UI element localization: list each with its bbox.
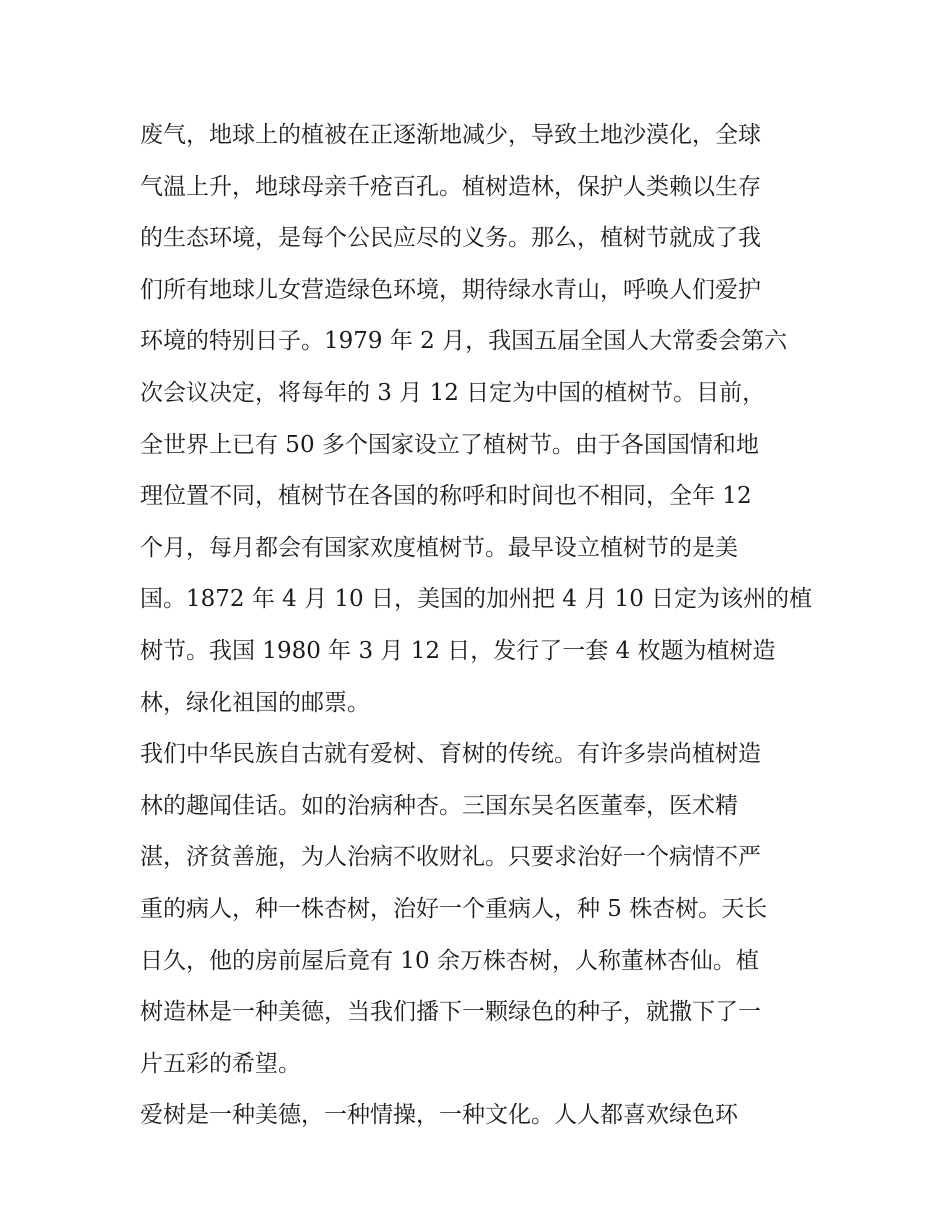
text-line: 片五彩的希望。 [140, 1050, 301, 1077]
text-line: 日久，他的房前屋后竟有 10 余万株杏树，人称董林杏仙。植 [140, 947, 759, 974]
text-line: 气温上升，地球母亲千疮百孔。植树造林，保护人类赖以生存 [140, 173, 761, 200]
text-line: 树节。我国 1980 年 3 月 12 日，发行了一套 4 枚题为植树造 [140, 637, 776, 664]
text-line: 重的病人，种一株杏树，治好一个重病人，种 5 株杏树。天长 [140, 895, 768, 922]
text-line: 次会议决定，将每年的 3 月 12 日定为中国的植树节。目前， [140, 379, 766, 406]
text-line: 爱树是一种美德，一种情操，一种文化。人人都喜欢绿色环 [140, 1102, 738, 1129]
text-line: 废气，地球上的植被在正逐渐地减少，导致土地沙漠化，全球 [140, 122, 761, 148]
text-line: 理位置不同，植树节在各国的称呼和时间也不相同，全年 12 [140, 483, 752, 510]
text-line: 湛，济贫善施，为人治病不收财礼。只要求治好一个病情不严 [140, 844, 761, 871]
text-line: 们所有地球儿女营造绿色环境，期待绿水青山，呼唤人们爱护 [140, 276, 761, 303]
text-line: 环境的特别日子。1979 年 2 月，我国五届全国人大常委会第六 [140, 328, 788, 355]
text-line: 个月，每月都会有国家欢度植树节。最早设立植树节的是美 [140, 534, 738, 561]
text-line: 树造林是一种美德，当我们播下一颗绿色的种子，就撒下了一 [140, 999, 761, 1026]
text-line: 全世界上已有 50 多个国家设立了植树节。由于各国国情和地 [140, 431, 759, 458]
text-line: 我们中华民族自古就有爱树、育树的传统。有许多崇尚植树造 [140, 741, 761, 768]
text-line: 林，绿化祖国的邮票。 [140, 689, 370, 716]
text-line: 林的趣闻佳话。如的治病种杏。三国东吴名医董奉，医术精 [140, 792, 738, 819]
text-line: 国。1872 年 4 月 10 日，美国的加州把 4 月 10 日定为该州的植 [140, 586, 813, 613]
text-line: 的生态环境，是每个公民应尽的义务。那么，植树节就成了我 [140, 225, 761, 252]
body-text [140, 110, 820, 1142]
